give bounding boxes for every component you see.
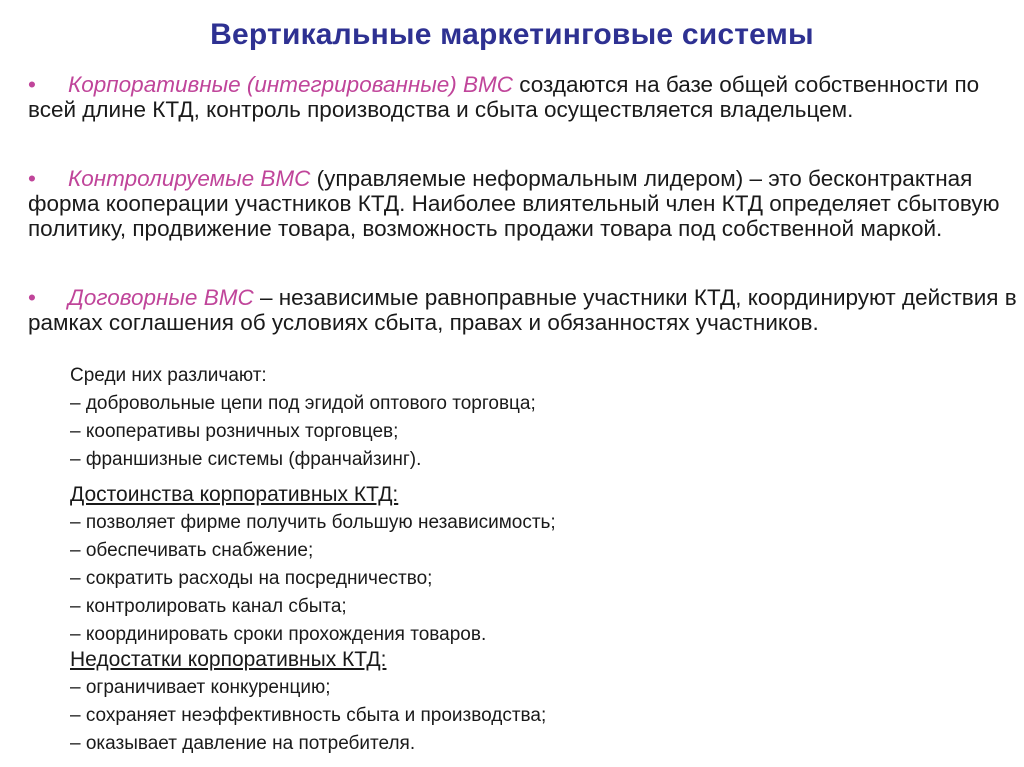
bullet-marker: • [28, 72, 36, 97]
bullet-corporate [28, 72, 1018, 122]
list-item: – координировать сроки прохождения товаров. [70, 624, 487, 645]
list-item: – сократить расходы на посредничество; [70, 568, 433, 589]
list-item: – добровольные цепи под эгидой оптового торговца; [70, 393, 536, 414]
list-item: – позволяет фирме получить большую независимость; [70, 512, 556, 533]
advantages-list [70, 509, 556, 649]
disadvantages-heading: Недостатки корпоративных КТД: [70, 648, 387, 671]
bullet-text: (управляемые неформальным лидером) – это бесконтрактная форма кооперации участников КТД. Наиболее влиятельный член КТД определяет сбытовую политику, продвижение товара, возможность продажи товара под собственной маркой. [28, 166, 1000, 241]
list-item: – контролировать канал сбыта; [70, 596, 347, 617]
bullet-term: Контролируемые ВМС [68, 166, 311, 191]
list-item: – франшизные системы (франчайзинг). [70, 449, 422, 470]
contract-types-intro: Среди них различают: [70, 365, 267, 386]
slide-title: Вертикальные маркетинговые системы [210, 18, 814, 51]
list-item: – ограничивает конкуренцию; [70, 677, 331, 698]
contract-types-list [70, 362, 536, 474]
bullet-term: Договорные ВМС [68, 285, 254, 310]
list-item: – сохраняет неэффективность сбыта и производства; [70, 705, 547, 726]
bullet-marker: • [28, 285, 36, 310]
bullet-term: Корпоративные (интегрированные) ВМС [68, 72, 514, 97]
disadvantages-list [70, 674, 546, 758]
bullet-text: – независимые равноправные участники КТД, координируют действия в рамках соглашения об условиях сбыта, правах и обязанностях участников. [28, 285, 1017, 335]
bullet-contractual [28, 285, 1018, 335]
advantages-heading: Достоинства корпоративных КТД: [70, 483, 399, 506]
bullet-marker: • [28, 166, 36, 191]
list-item: – обеспечивать снабжение; [70, 540, 314, 561]
bullet-controlled [28, 166, 1018, 241]
bullet-text: создаются на базе общей собственности по всей длине КТД, контроль производства и сбыта осуществляется владельцем. [28, 72, 980, 122]
list-item: – оказывает давление на потребителя. [70, 733, 416, 754]
list-item: – кооперативы розничных торговцев; [70, 421, 399, 442]
